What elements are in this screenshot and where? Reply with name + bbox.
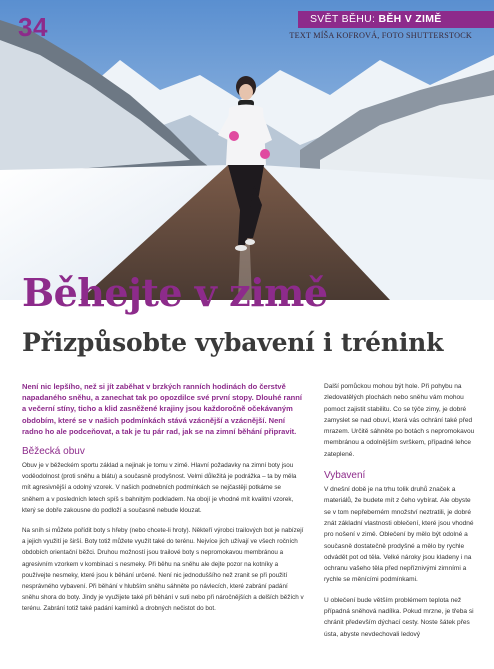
paragraph: V dnešní době je na trhu tolik druhů značek a materiálů, že budete mít z čeho vybírat. Ale obyste se v tom nepřeberném množství neztratili, je dobré znát základní vlastnosti oblečení, které jsou vhodné pro nošení v zimě. Oblečení by mělo být odolné a současně dostatečně prodyšné a mělo by rychle odvádět pot od těla. Velké nároky jsou kladeny i na ochranu vašeho těla před nepříznivými zimními a rychle se měnícími podmínkami.	[324, 486, 474, 584]
paragraph: U oblečení bude větším problémem teplota než případná sněhová nadílka. Pokud mrzne, je třeba si chránit především dýchací cesty. Noste šátek přes ústa, abyste nevdechovali ledový	[324, 596, 474, 638]
section-heading-shoes: Běžecká obuv	[22, 446, 85, 458]
paragraph: Obuv je v běžeckém sportu základ a nejinak je tomu v zimě. Hlavní požadavky na zimní boty jsou voděodolnost (proti sněhu a blátu) a současně prodyšnost. Velmi důležitá je podrážka – ta by měla mít agresivnější a odolný vzorek. V našich podnebních podmínkách se nejčastěji potkáme se sněhem a v posledních letech spíš s bahnitým podkladem. Na obojí je vhodné mít kvalitní vzorek, který se dobře zakousne do podloží a současně nebude klouzat.	[22, 462, 297, 514]
paragraph: Další pomůckou mohou být hole. Při pohybu na zledovatělých plochách nebo sněhu vám mohou pomoct zajistit stabilitu. Co se týče zimy, je dobré zamyslet se nad obuví, která vás ochrání také před mrazem. Určitě sáhněte po botách s nepromokavou membránou a odolnějším svrškem, případně lehce zateplené.	[324, 383, 475, 458]
article-lead: Není nic lepšího, než si jít zaběhat v brzkých ranních hodinách do čerstvě napadaného sněhu, a zanechat tak po opozdilce své první stopy. Dlouhé ranní a večerní stíny, ticho a klid zasněžené krajiny jsou každoročně očekávaným obdobím, které se v našich podmínkách stává vzácnější a vzácnější. Není radno ho ale podceňovat, a tak je tu pár rad, jak se na zimní běhání připravit.	[22, 382, 302, 436]
left-column	[22, 381, 304, 624]
section-name: SVĚT BĚHU:	[310, 13, 376, 25]
winter-road-runner-image	[0, 0, 494, 300]
article-title: Běhejte v zimě	[22, 270, 328, 315]
section-heading-equipment: Vybavení	[324, 470, 366, 482]
paragraph: Na sníh si můžete pořídit boty s hřeby (nebo chcete-li hroty). Někteří výrobci trailových bot je nabízejí a jejich využití je širší. Boty totiž můžete využít také do terénu. Nejvíce jich užívají ve všech ročních obdobích orientační běžci. Druhou možností jsou trailové boty s nepromokavou membránou a agresivním vzorkem v kombinaci s nesmeky. Při běhu na sněhu ale dejte pozor na kotníky a používejte nesmeky, které jsou k běhání určené. Není nic jednoduššího než zranit se při použití nesprávného vybavení. Při běhání v hlubším sněhu sáhněte po návlecích, které zabrání padání sněhu shora do boty. Jindy je využijete také při běhání v suti nebo při náročnějších a delších běžích v terénu. Zabrání totiž také padání kamínků a drobných nečistot do bot.	[22, 527, 304, 613]
hero-photo	[0, 0, 494, 300]
article-subtitle: Přizpůsobte vybavení i trénink	[22, 328, 444, 357]
section-label	[298, 11, 494, 28]
section-topic: BĚH V ZIMĚ	[378, 13, 442, 25]
article-credits: TEXT MÍŠA KOFROVÁ, FOTO SHUTTERSTOCK	[289, 31, 472, 40]
right-column	[324, 381, 479, 649]
page-number: 34	[18, 12, 48, 42]
